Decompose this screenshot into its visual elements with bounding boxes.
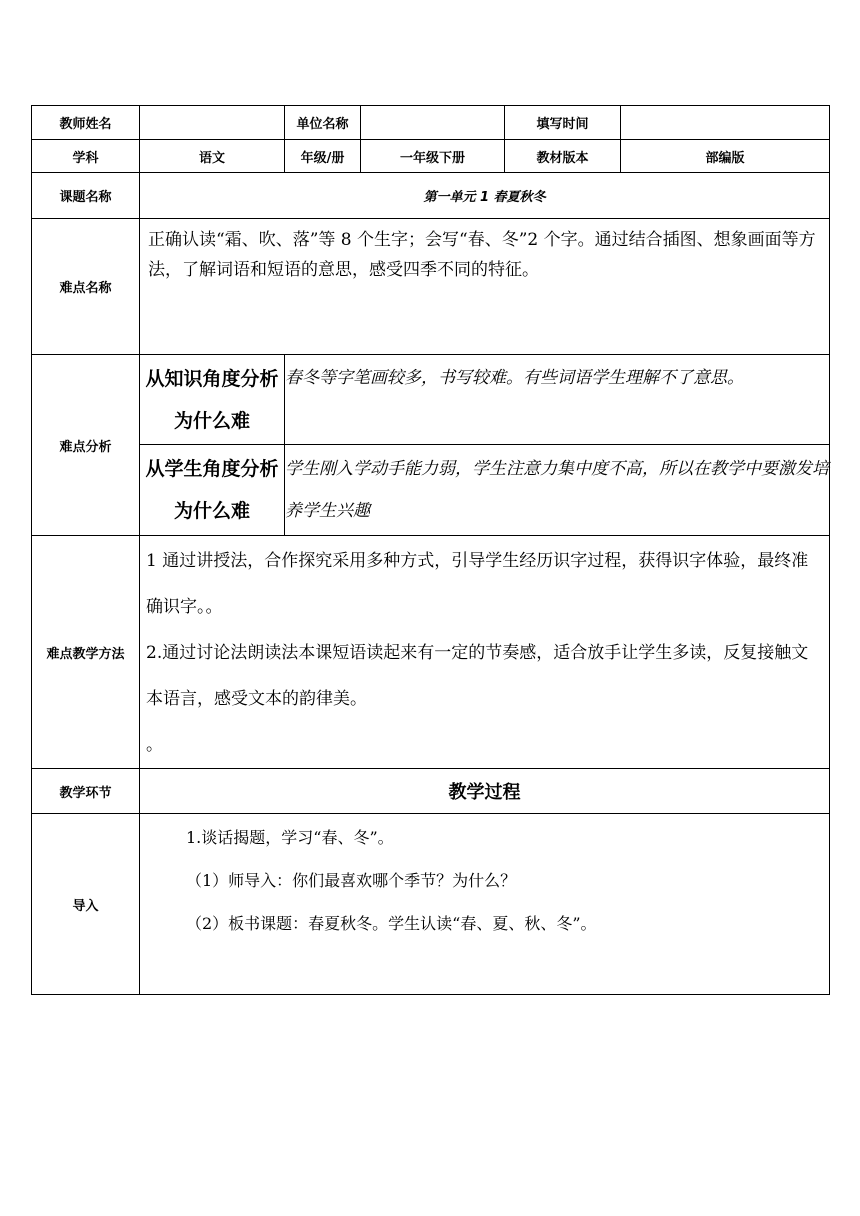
intro-label: 导入	[32, 814, 140, 995]
subject-label: 学科	[32, 140, 140, 173]
knowledge-angle-label: 从知识角度分析为什么难	[140, 355, 285, 445]
process-title: 教学过程	[140, 769, 830, 814]
analysis-row-student	[32, 445, 830, 536]
process-header-row	[32, 769, 830, 814]
student-angle-label: 从学生角度分析为什么难	[140, 445, 285, 536]
lesson-plan-table	[31, 105, 830, 995]
process-stage-label: 教学环节	[32, 769, 140, 814]
grade-value: 一年级下册	[361, 140, 505, 173]
intro-content	[140, 814, 829, 945]
difficulty-cell	[140, 219, 830, 355]
lesson-plan-sheet	[31, 105, 829, 995]
knowledge-angle-text: 春冬等字笔画较多，书写较难。有些词语学生理解不了意思。	[285, 355, 830, 445]
unit-name-label: 单位名称	[285, 106, 361, 140]
method-row	[32, 536, 830, 769]
method-item-3: 。	[146, 735, 163, 755]
intro-line-3: （2）板书课题：春夏秋冬。学生认读“春、夏、秋、冬”。	[186, 914, 597, 933]
difficulty-text: 正确认读“霜、吹、落”等 8 个生字；会写“春、冬”2 个字。通过结合插图、想象画面等方法，了解词语和短语的意思，感受四季不同的特征。	[148, 230, 816, 280]
intro-line-2: （1）师导入：你们最喜欢哪个季节？为什么？	[186, 871, 517, 890]
difficulty-row	[32, 219, 830, 355]
method-item-1: 1 通过讲授法，合作探究采用多种方式，引导学生经历识字过程，获得识字体验，最终准确识字。。	[146, 551, 809, 617]
method-label: 难点教学方法	[32, 536, 140, 769]
topic-value: 第一单元 1 春夏秋冬	[140, 173, 830, 219]
intro-row	[32, 814, 830, 995]
teacher-name-value	[140, 106, 285, 140]
topic-label: 课题名称	[32, 173, 140, 219]
unit-name-value	[361, 106, 505, 140]
fill-date-value	[621, 106, 830, 140]
teacher-name-label: 教师姓名	[32, 106, 140, 140]
method-item-2: 2.通过讨论法朗读法本课短语读起来有一定的节奏感，适合放手让学生多读，反复接触文本语言，感受文本的韵律美。	[146, 643, 809, 709]
edition-label: 教材版本	[505, 140, 621, 173]
header-row-1	[32, 106, 830, 140]
intro-line-1: 1.谈话揭题，学习“春、冬”。	[186, 828, 394, 847]
student-angle-text: 学生刚入学动手能力弱，学生注意力集中度不高，所以在教学中要激发培养学生兴趣	[285, 445, 830, 536]
header-row-2	[32, 140, 830, 173]
difficulty-label: 难点名称	[32, 219, 140, 355]
edition-value: 部编版	[621, 140, 830, 173]
fill-date-label: 填写时间	[505, 106, 621, 140]
grade-label: 年级/册	[285, 140, 361, 173]
analysis-label: 难点分析	[32, 355, 140, 536]
subject-value: 语文	[140, 140, 285, 173]
method-cell	[140, 536, 830, 769]
topic-row	[32, 173, 830, 219]
analysis-row-knowledge	[32, 355, 830, 445]
intro-cell	[140, 814, 830, 995]
method-text	[140, 536, 829, 768]
